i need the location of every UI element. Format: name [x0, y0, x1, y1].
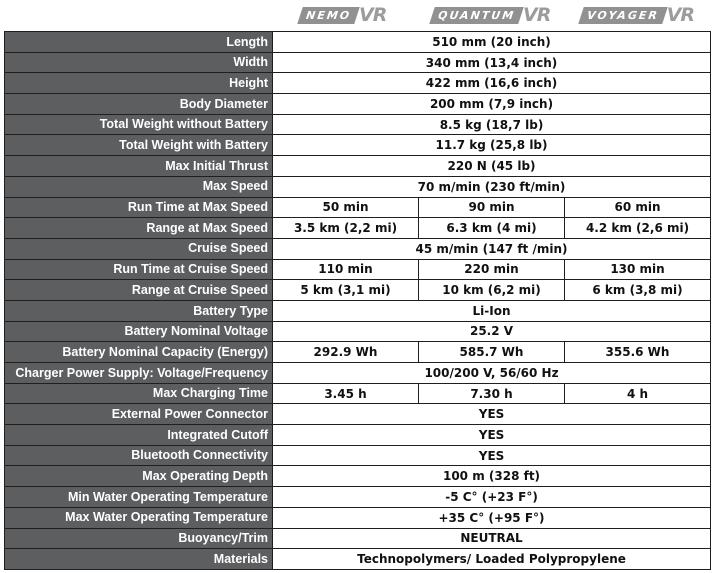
spec-value: 8.5 kg (18,7 lb)	[273, 114, 711, 135]
spec-value: 510 mm (20 inch)	[273, 32, 711, 53]
spec-label: Materials	[5, 549, 273, 570]
spec-label: Total Weight without Battery	[5, 114, 273, 135]
spec-value: -5 C° (+23 F°)	[273, 487, 711, 508]
spec-label: Body Diameter	[5, 94, 273, 115]
spec-row	[5, 156, 711, 177]
spec-label: External Power Connector	[5, 404, 273, 425]
spec-label: Width	[5, 52, 273, 73]
spec-row	[5, 342, 711, 363]
specifications-body	[5, 32, 711, 570]
spec-value: 110 min	[273, 259, 419, 280]
spec-value: 50 min	[273, 197, 419, 218]
spec-value: 355.6 Wh	[565, 342, 711, 363]
spec-row	[5, 218, 711, 239]
spec-value: 4.2 km (2,6 mi)	[565, 218, 711, 239]
spec-label: Run Time at Cruise Speed	[5, 259, 273, 280]
spec-value: 7.30 h	[419, 383, 565, 404]
product-header	[0, 0, 714, 30]
spec-row	[5, 176, 711, 197]
spec-label: Cruise Speed	[5, 238, 273, 259]
spec-row	[5, 528, 711, 549]
spec-row	[5, 114, 711, 135]
spec-label: Max Speed	[5, 176, 273, 197]
spec-value: Technopolymers/ Loaded Polypropylene	[273, 549, 711, 570]
spec-label: Min Water Operating Temperature	[5, 487, 273, 508]
spec-row	[5, 32, 711, 53]
spec-value: Li-Ion	[273, 300, 711, 321]
spec-row	[5, 238, 711, 259]
spec-row	[5, 280, 711, 301]
spec-row	[5, 73, 711, 94]
spec-value: 4 h	[565, 383, 711, 404]
spec-value: 422 mm (16,6 inch)	[273, 73, 711, 94]
spec-row	[5, 197, 711, 218]
spec-row	[5, 363, 711, 384]
nemo-vr-logo	[300, 4, 386, 26]
spec-value: 11.7 kg (25,8 lb)	[273, 135, 711, 156]
spec-value: 200 mm (7,9 inch)	[273, 94, 711, 115]
spec-row	[5, 404, 711, 425]
spec-row	[5, 507, 711, 528]
spec-row	[5, 135, 711, 156]
spec-row	[5, 466, 711, 487]
spec-value: 45 m/min (147 ft /min)	[273, 238, 711, 259]
spec-value: 292.9 Wh	[273, 342, 419, 363]
brand-suffix: VR	[666, 4, 695, 26]
spec-value: 5 km (3,1 mi)	[273, 280, 419, 301]
spec-label: Total Weight with Battery	[5, 135, 273, 156]
spec-value: 220 min	[419, 259, 565, 280]
spec-value: 10 km (6,2 mi)	[419, 280, 565, 301]
specifications-table	[4, 31, 711, 570]
spec-label: Run Time at Max Speed	[5, 197, 273, 218]
spec-row	[5, 445, 711, 466]
spec-row	[5, 52, 711, 73]
spec-label: Max Initial Thrust	[5, 156, 273, 177]
spec-value: 70 m/min (230 ft/min)	[273, 176, 711, 197]
brand-suffix: VR	[359, 4, 387, 26]
spec-value: 220 N (45 lb)	[273, 156, 711, 177]
brand-suffix: VR	[523, 4, 551, 26]
spec-label: Buoyancy/Trim	[5, 528, 273, 549]
spec-label: Range at Cruise Speed	[5, 280, 273, 301]
spec-label: Integrated Cutoff	[5, 425, 273, 446]
quantum-vr-logo	[432, 4, 550, 26]
spec-label: Bluetooth Connectivity	[5, 445, 273, 466]
spec-label: Range at Max Speed	[5, 218, 273, 239]
spec-value: 100 m (328 ft)	[273, 466, 711, 487]
spec-row	[5, 94, 711, 115]
spec-row	[5, 300, 711, 321]
brand-name: VOYAGER	[578, 7, 667, 24]
spec-value: 585.7 Wh	[419, 342, 565, 363]
spec-value: 6 km (3,8 mi)	[565, 280, 711, 301]
spec-value: 6.3 km (4 mi)	[419, 218, 565, 239]
spec-row	[5, 549, 711, 570]
spec-value: 340 mm (13,4 inch)	[273, 52, 711, 73]
spec-label: Charger Power Supply: Voltage/Frequency	[5, 363, 273, 384]
spec-value: 130 min	[565, 259, 711, 280]
spec-label: Battery Nominal Capacity (Energy)	[5, 342, 273, 363]
voyager-vr-logo	[581, 4, 694, 26]
spec-label: Height	[5, 73, 273, 94]
spec-value: 100/200 V, 56/60 Hz	[273, 363, 711, 384]
spec-value: +35 C° (+95 F°)	[273, 507, 711, 528]
spec-label: Battery Nominal Voltage	[5, 321, 273, 342]
spec-value: 25.2 V	[273, 321, 711, 342]
brand-name: QUANTUM	[429, 7, 524, 24]
spec-row	[5, 487, 711, 508]
spec-value: NEUTRAL	[273, 528, 711, 549]
spec-label: Battery Type	[5, 300, 273, 321]
spec-row	[5, 383, 711, 404]
spec-value: 60 min	[565, 197, 711, 218]
spec-row	[5, 425, 711, 446]
brand-name: NEMO	[297, 7, 360, 24]
spec-value: 3.45 h	[273, 383, 419, 404]
spec-label: Max Operating Depth	[5, 466, 273, 487]
spec-row	[5, 259, 711, 280]
spec-value: YES	[273, 445, 711, 466]
spec-value: YES	[273, 425, 711, 446]
spec-value: YES	[273, 404, 711, 425]
spec-value: 3.5 km (2,2 mi)	[273, 218, 419, 239]
spec-value: 90 min	[419, 197, 565, 218]
spec-label: Length	[5, 32, 273, 53]
spec-label: Max Charging Time	[5, 383, 273, 404]
spec-row	[5, 321, 711, 342]
spec-label: Max Water Operating Temperature	[5, 507, 273, 528]
